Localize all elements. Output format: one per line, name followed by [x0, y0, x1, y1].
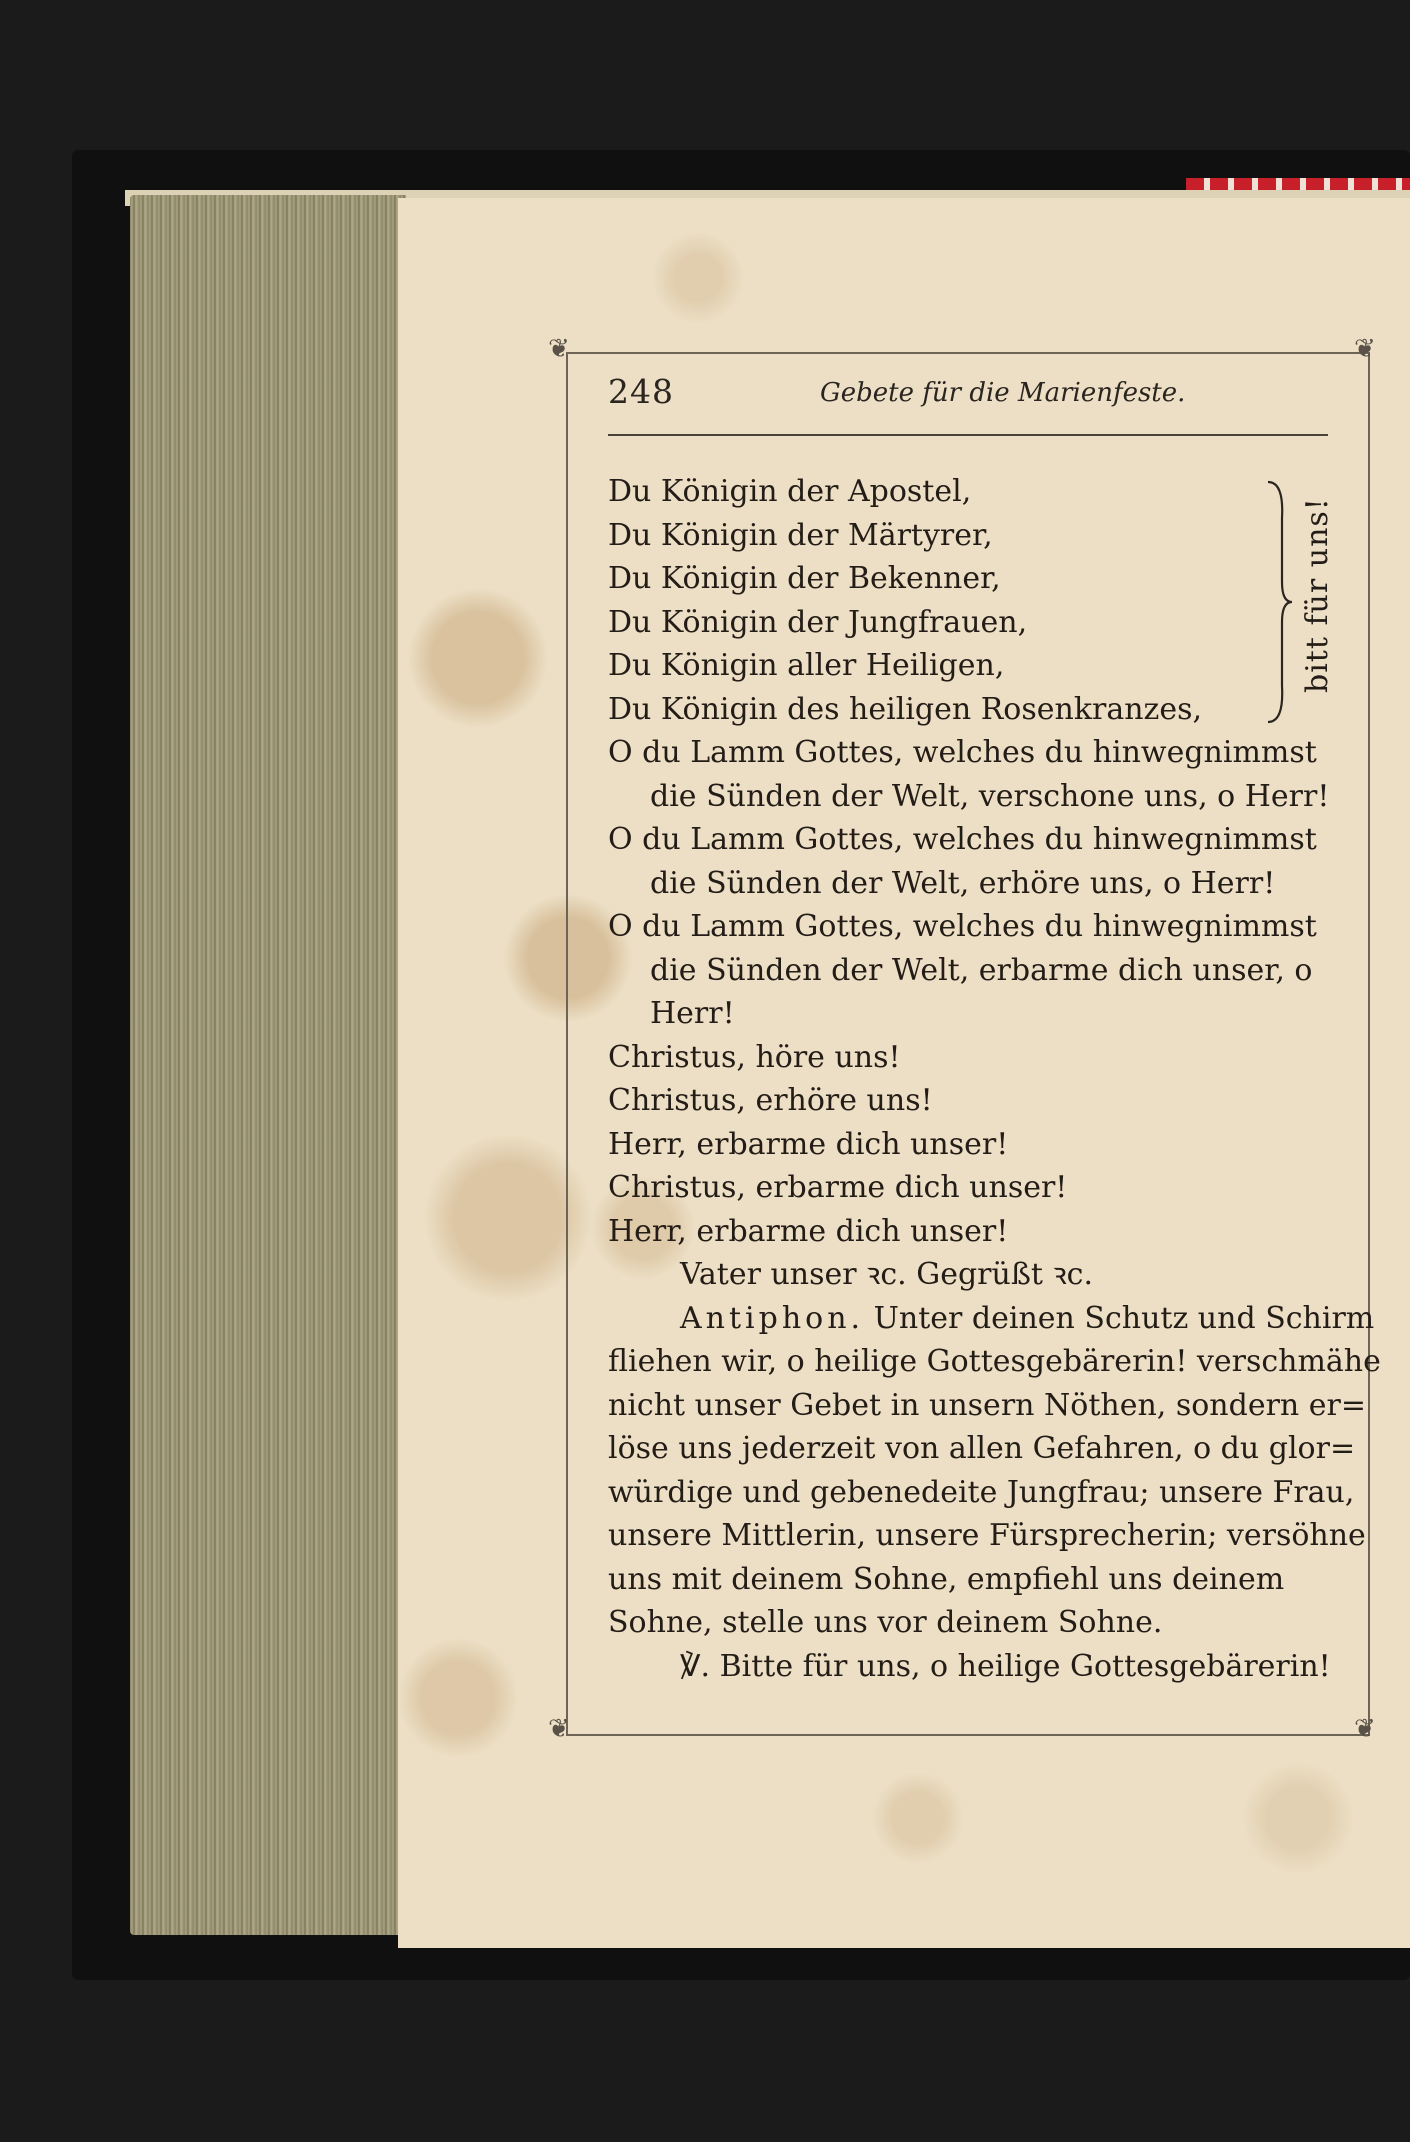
agnus-dei-line: die Sünden der Welt, verschone uns, o Herr!	[650, 778, 1330, 814]
antiphon-label: Antiphon.	[680, 1300, 865, 1336]
pater-line: Vater unser ꝛc. Gegrüßt ꝛc.	[680, 1257, 1094, 1292]
litany-line: Du Königin des heiligen Rosenkranzes,	[608, 691, 1203, 727]
litany-response: bitt für uns!	[1300, 497, 1335, 693]
agnus-dei-line: die Sünden der Welt, erhöre uns, o Herr!	[650, 865, 1276, 901]
kyrie-line: Herr, erbarme dich unser!	[608, 1213, 1009, 1249]
agnus-dei-line: O du Lamm Gottes, welches du hinwegnimmst	[608, 822, 1317, 857]
antiphon-first-line	[608, 1297, 1375, 1341]
antiphon-line: uns mit deinem Sohne, empfiehl uns deinem	[608, 1561, 1285, 1597]
agnus-dei-line: die Sünden der Welt, erbarme dich unser, o	[650, 952, 1313, 988]
litany-line: Du Königin der Apostel,	[608, 474, 972, 509]
antiphon-line: Sohne, stelle uns vor deinem Sohne.	[608, 1605, 1163, 1640]
running-head: Gebete für die Marienfeste.	[820, 378, 1186, 408]
antiphon-line: nicht unser Gebet in unsern Nöthen, sondern er=	[608, 1387, 1367, 1423]
page-edges	[130, 195, 406, 1935]
kyrie-line: Herr, erbarme dich unser!	[608, 1126, 1009, 1162]
text-block	[608, 470, 1381, 1688]
litany-line: Du Königin der Bekenner,	[608, 561, 1001, 596]
agnus-dei-line: Herr!	[650, 996, 735, 1031]
kyrie-line: Christus, erhöre uns!	[608, 1083, 933, 1118]
frame-corner-ornament: ❦	[1354, 334, 1376, 364]
kyrie-line: Christus, erbarme dich unser!	[608, 1170, 1068, 1205]
curly-brace	[1264, 478, 1294, 726]
antiphon-text: Unter deinen Schutz und Schirm	[873, 1300, 1375, 1336]
versicle-line: ℣. Bitte für uns, o heilige Gottesgebärerin!	[680, 1648, 1331, 1684]
header-rule	[608, 434, 1328, 436]
litany-line: Du Königin der Jungfrauen,	[608, 604, 1028, 640]
antiphon-line: löse uns jederzeit von allen Gefahren, o du glor=	[608, 1431, 1356, 1466]
antiphon-line: unsere Mittlerin, unsere Fürsprecherin; versöhne	[608, 1518, 1366, 1553]
kyrie-line: Christus, höre uns!	[608, 1039, 901, 1075]
agnus-dei-line: O du Lamm Gottes, welches du hinwegnimmst	[608, 909, 1317, 944]
agnus-dei-line: O du Lamm Gottes, welches du hinwegnimmst	[608, 735, 1317, 770]
antiphon-line: fliehen wir, o heilige Gottesgebärerin! verschmähe	[608, 1344, 1381, 1379]
litany-line: Du Königin aller Heiligen,	[608, 648, 1005, 683]
frame-corner-ornament: ❦	[548, 334, 570, 364]
antiphon-line: würdige und gebenedeite Jungfrau; unsere Frau,	[608, 1474, 1355, 1510]
frame-corner-ornament: ❦	[548, 1714, 570, 1744]
litany-line: Du Königin der Märtyrer,	[608, 517, 993, 553]
page-number: 248	[608, 372, 674, 411]
frame-corner-ornament: ❦	[1354, 1714, 1376, 1744]
